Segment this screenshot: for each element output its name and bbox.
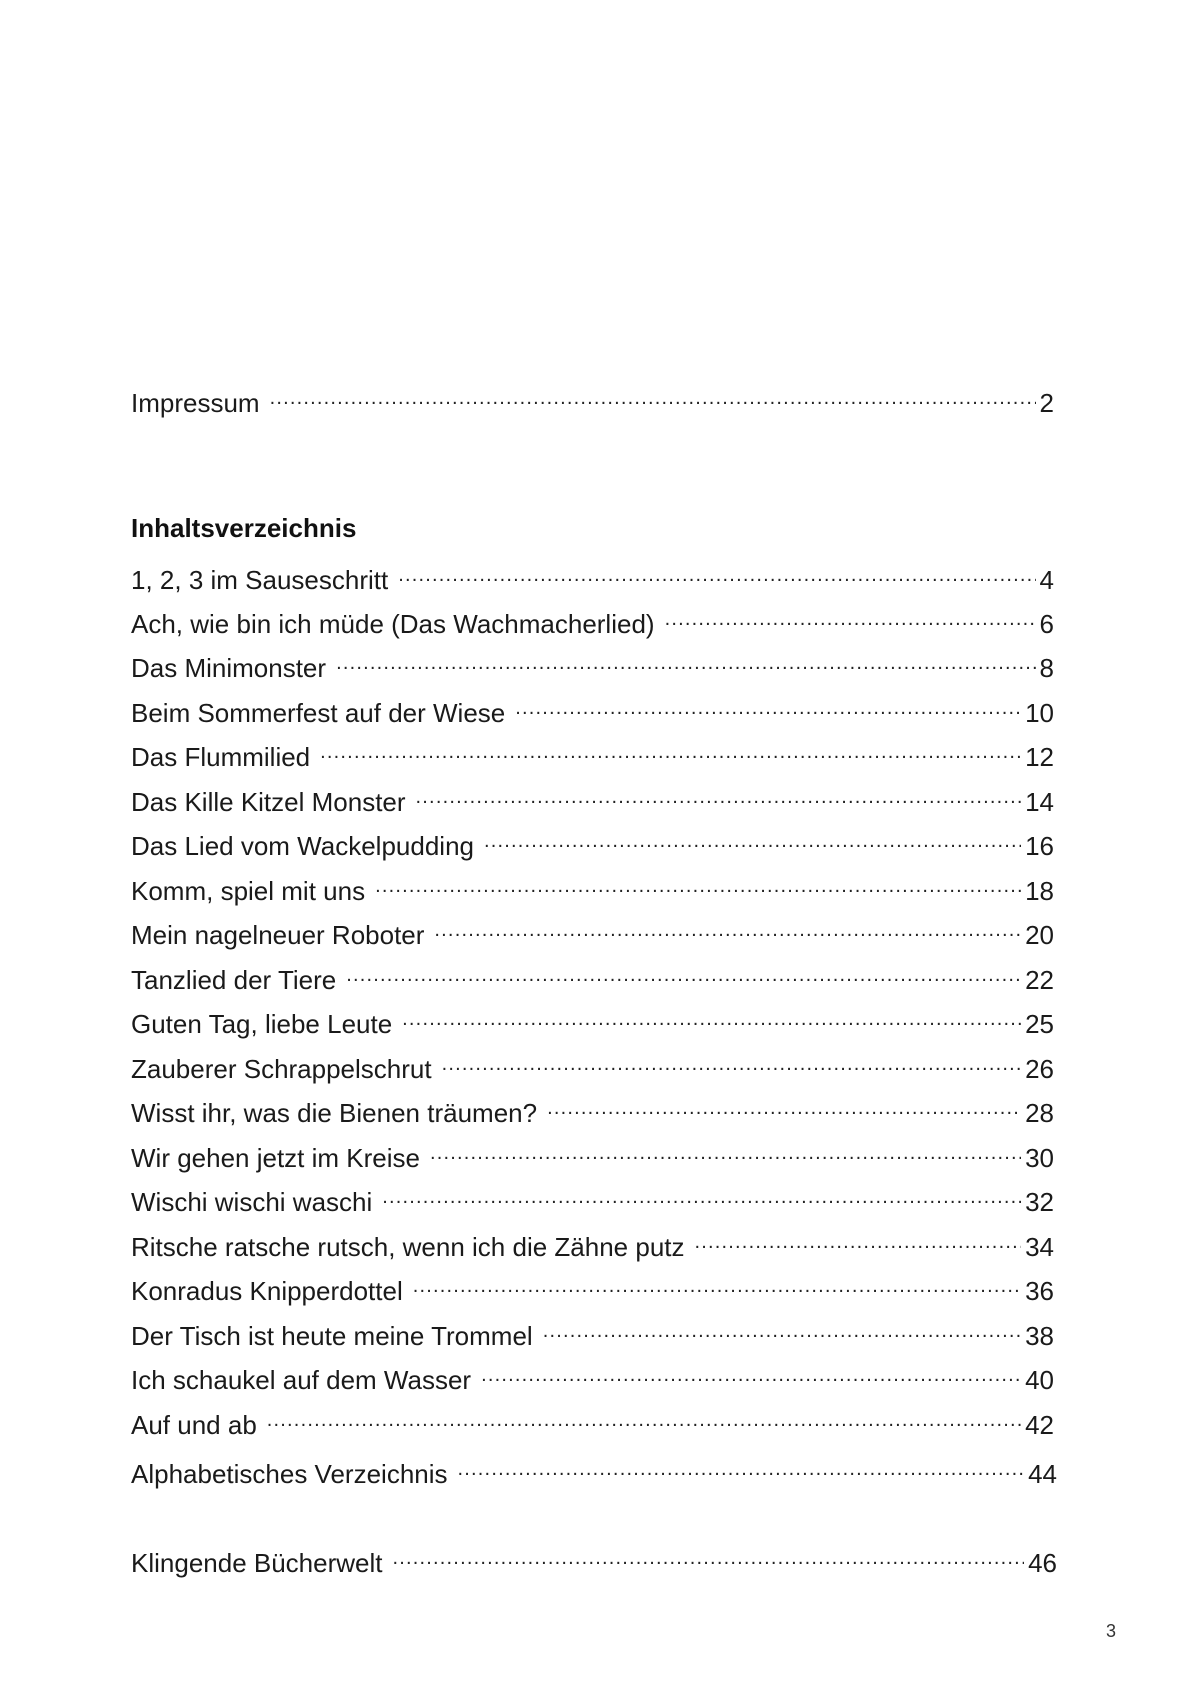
toc-entry-page: 36 [1021,1274,1054,1308]
toc-entry-title: Das Minimonster [131,651,336,685]
dot-leader [484,821,1021,855]
toc-entry-page: 18 [1021,874,1054,908]
toc-entry-title: Ach, wie bin ich müde (Das Wachmacherlied) [131,607,665,641]
toc-entry-title: Ich schaukel auf dem Wasser [131,1363,481,1397]
toc-entry[interactable] [131,1400,1054,1442]
toc-entry-title: Guten Tag, liebe Leute [131,1007,402,1041]
toc-entry-title: Klingende Bücherwelt [131,1546,393,1580]
toc-entry-title: Beim Sommerfest auf der Wiese [131,696,515,730]
toc-entry[interactable] [131,643,1054,685]
dot-leader [515,688,1021,722]
dot-leader [434,910,1021,944]
dot-leader [416,777,1022,811]
toc-entry[interactable] [131,821,1054,863]
toc-entry[interactable] [131,688,1054,730]
dot-leader [270,378,1036,412]
toc-entry-title: Der Tisch ist heute meine Trommel [131,1319,543,1353]
toc-entry-title: Das Kille Kitzel Monster [131,785,416,819]
toc-entry-page: 32 [1021,1185,1054,1219]
toc-entry[interactable] [131,1044,1054,1086]
toc-entry-title: Konradus Knipperdottel [131,1274,413,1308]
dot-leader [543,1311,1021,1345]
toc-entry[interactable] [131,1266,1054,1308]
dot-leader [393,1538,1025,1572]
dot-leader [402,999,1021,1033]
toc-entry-alphabetical-index[interactable] [131,1449,1057,1491]
toc-entry-page: 25 [1021,1007,1054,1041]
dot-leader [346,955,1021,989]
dot-leader [336,643,1035,677]
toc-entry-page: 46 [1024,1546,1057,1580]
dot-leader [320,732,1021,766]
dot-leader [695,1222,1022,1256]
toc-entry-page: 4 [1036,563,1054,597]
toc-entry-page: 38 [1021,1319,1054,1353]
toc-entry[interactable] [131,1088,1054,1130]
toc-entry[interactable] [131,866,1054,908]
toc-entry-page: 6 [1036,607,1054,641]
toc-entry-title: Impressum [131,386,270,420]
toc-entry[interactable] [131,1133,1054,1175]
toc-entry-page: 14 [1021,785,1054,819]
toc-entry[interactable] [131,910,1054,952]
dot-leader [398,555,1035,589]
toc-entry-title: Ritsche ratsche rutsch, wenn ich die Zähne putz [131,1230,695,1264]
toc-entry-title: Wischi wischi waschi [131,1185,382,1219]
toc-entry[interactable] [131,955,1054,997]
dot-leader [458,1449,1025,1483]
toc-entry-page: 28 [1021,1096,1054,1130]
dot-leader [375,866,1021,900]
dot-leader [382,1177,1021,1211]
toc-entry-impressum[interactable] [131,378,1054,420]
toc-entry[interactable] [131,599,1054,641]
toc-entry[interactable] [131,555,1054,597]
toc-entry-page: 16 [1021,829,1054,863]
toc-entry-title: Das Lied vom Wackelpudding [131,829,484,863]
toc-heading: Inhaltsverzeichnis [131,513,357,543]
toc-entry-page: 20 [1021,918,1054,952]
toc-entry-title: Tanzlied der Tiere [131,963,346,997]
toc-entry[interactable] [131,999,1054,1041]
toc-entry-page: 8 [1036,651,1054,685]
toc-entry-page: 30 [1021,1141,1054,1175]
toc-entry-title: Wisst ihr, was die Bienen träumen? [131,1096,547,1130]
dot-leader [481,1355,1021,1389]
toc-entry-page: 40 [1021,1363,1054,1397]
toc-entry-klingende-buecherwelt[interactable] [131,1538,1057,1580]
page-number: 3 [1106,1621,1117,1641]
dot-leader [413,1266,1021,1300]
toc-entry-page: 2 [1036,386,1054,420]
toc-entry[interactable] [131,1355,1054,1397]
dot-leader [547,1088,1021,1122]
toc-entry[interactable] [131,777,1054,819]
dot-leader [267,1400,1021,1434]
toc-entry-title: Auf und ab [131,1408,267,1442]
toc-entry-page: 44 [1024,1457,1057,1491]
toc-entry-page: 10 [1021,696,1054,730]
toc-entry-page: 42 [1021,1408,1054,1442]
dot-leader [665,599,1036,633]
toc-entry-title: 1, 2, 3 im Sauseschritt [131,563,398,597]
dot-leader [442,1044,1021,1078]
toc-entry-title: Das Flummilied [131,740,320,774]
toc-entry-title: Zauberer Schrappelschrut [131,1052,442,1086]
toc-entry-page: 26 [1021,1052,1054,1086]
toc-entry[interactable] [131,732,1054,774]
toc-entry-page: 34 [1021,1230,1054,1264]
dot-leader [430,1133,1021,1167]
toc-entry-page: 12 [1021,740,1054,774]
toc-entry[interactable] [131,1311,1054,1353]
toc-entry[interactable] [131,1222,1054,1264]
toc-entry[interactable] [131,1177,1054,1219]
toc-entry-title: Mein nagelneuer Roboter [131,918,434,952]
toc-entry-page: 22 [1021,963,1054,997]
toc-entry-title: Komm, spiel mit uns [131,874,375,908]
toc-entry-title: Wir gehen jetzt im Kreise [131,1141,430,1175]
toc-entry-title: Alphabetisches Verzeichnis [131,1457,458,1491]
